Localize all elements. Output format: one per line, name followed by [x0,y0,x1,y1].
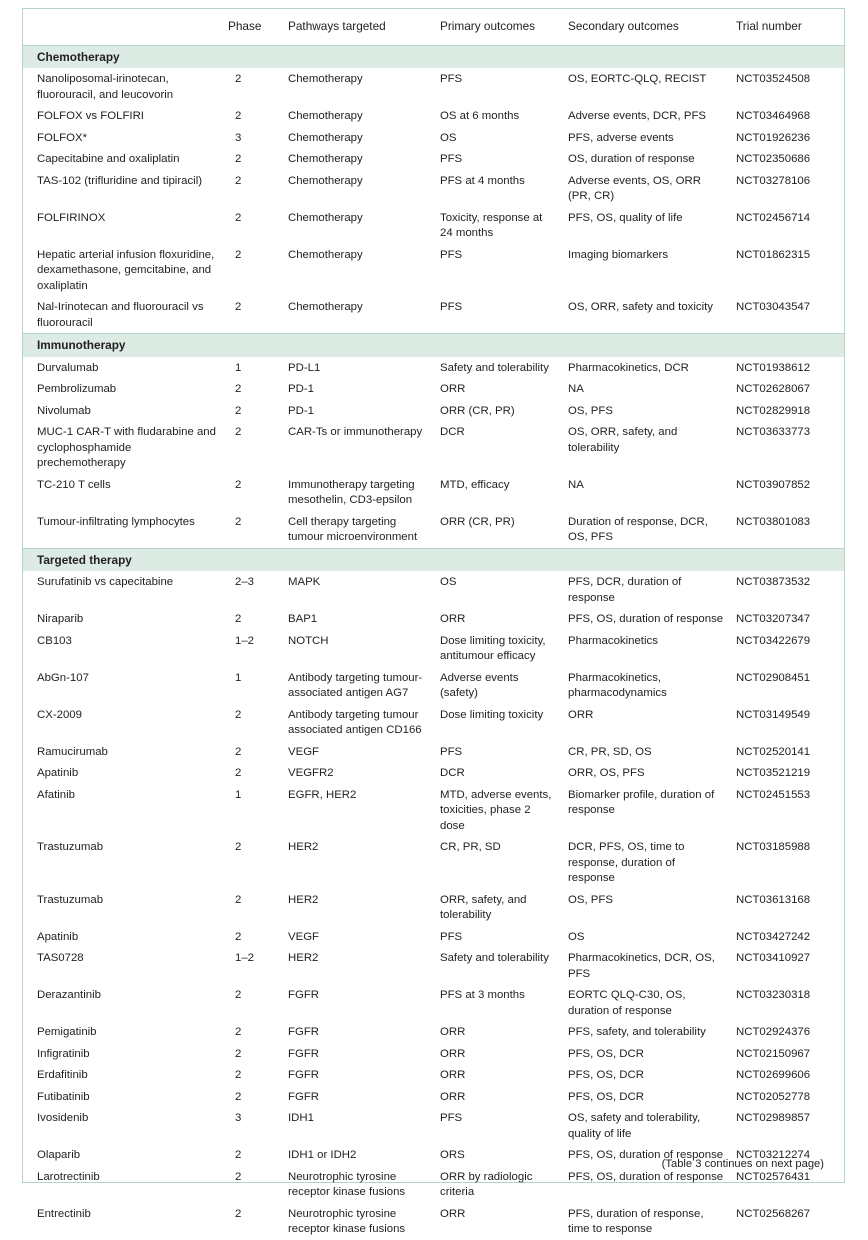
primary-outcome-cell: ORR [440,1069,466,1081]
secondary-outcome-cell: Biomarker profile, duration of response [568,788,715,816]
trial-number-cell: NCT02451553 [736,788,811,801]
pathway-cell: Chemotherapy [288,211,363,224]
treatment-cell: Entrectinib [37,1207,91,1220]
secondary-outcome-cell: PFS, adverse events [568,131,674,144]
table-row [23,400,844,422]
primary-outcome-cell: ORR [440,383,466,395]
table-row [23,296,844,334]
table-row [23,474,844,511]
trial-number-cell: NCT02989857 [736,1112,811,1124]
phase-cell: 2 [235,211,242,224]
trial-number-cell: NCT02568267 [736,1207,811,1220]
secondary-outcome-cell: PFS, OS, DCR [568,1069,644,1081]
phase-cell: 2 [235,893,242,906]
pathway-cell: NOTCH [288,634,329,647]
secondary-outcome-cell: OS, safety and tolerability, quality of life [568,1112,701,1140]
trial-number-cell: NCT02924376 [736,1026,811,1038]
phase-cell: 2 [235,426,242,438]
treatment-cell: AbGn-107 [37,671,89,684]
secondary-outcome-cell: PFS, OS, duration of response [568,1170,724,1183]
table-row [23,148,844,170]
pathway-cell: VEGF [288,745,320,758]
phase-cell: 1 [235,361,242,374]
trial-number-cell: NCT02908451 [736,671,811,684]
treatment-cell: Infigratinib [37,1047,90,1060]
table-row [23,926,844,948]
pathway-cell: CAR-Ts or immunotherapy [288,426,423,438]
section-title: Targeted therapy [23,548,844,571]
phase-cell: 2 [235,478,242,491]
pathway-cell: HER2 [288,841,319,853]
secondary-outcome-cell: Pharmacokinetics, DCR [568,361,689,374]
phase-cell: 2 [235,930,242,943]
primary-outcome-cell: PFS [440,930,463,943]
trial-number-cell: NCT03207347 [736,613,811,625]
primary-outcome-cell: PFS [440,153,463,165]
treatment-cell: TAS-102 (trifluridine and tipiracil) [37,174,203,187]
primary-outcome-cell: DCR [440,767,465,779]
primary-outcome-cell: ORR by radiologic criteria [440,1170,533,1198]
phase-cell: 2 [235,767,242,779]
pathway-cell: Antibody targeting tumour-associated antigen AG7 [288,671,423,699]
table-row [23,1086,844,1108]
secondary-outcome-cell: NA [568,478,584,491]
secondary-outcome-cell: OS [568,930,585,943]
pathway-cell: PD-1 [288,404,314,417]
pathway-cell: Antibody targeting tumour associated antigen CD166 [288,708,422,736]
pathway-cell: Chemotherapy [288,174,363,187]
phase-cell: 2 [235,708,242,721]
primary-outcome-cell: ORR [440,1026,466,1038]
pathway-cell: HER2 [288,952,319,964]
secondary-outcome-cell: Pharmacokinetics, pharmacodynamics [568,671,667,699]
treatment-cell: Pembrolizumab [37,383,117,395]
pathway-cell: IDH1 [288,1112,314,1124]
pathway-cell: Neurotrophic tyrosine receptor kinase fusions [288,1207,406,1235]
treatment-cell: Erdafitinib [37,1069,88,1081]
trial-number-cell: NCT01938612 [736,361,811,374]
primary-outcome-cell: Safety and tolerability [440,361,549,374]
pathway-cell: FGFR [288,1026,320,1038]
phase-cell: 1–2 [235,634,255,647]
trial-number-cell: NCT03185988 [736,841,811,853]
phase-cell: 2 [235,73,242,85]
trial-number-cell: NCT01926236 [736,131,811,144]
trial-number-cell: NCT03613168 [736,893,811,906]
primary-outcome-cell: ORR (CR, PR) [440,404,515,417]
pathway-cell: Neurotrophic tyrosine receptor kinase fusions [288,1170,406,1198]
table-frame [22,8,845,1235]
pathway-cell: Chemotherapy [288,131,363,144]
treatment-cell: Nivolumab [37,404,91,417]
pathway-cell: BAP1 [288,613,318,625]
table-body [23,45,844,1240]
secondary-outcome-cell: PFS, OS, quality of life [568,211,683,224]
table-row [23,1166,844,1203]
trial-number-cell: NCT01862315 [736,248,811,261]
trial-number-cell: NCT03149549 [736,708,811,721]
section-title: Immunotherapy [23,334,844,357]
table-row [23,571,844,608]
secondary-outcome-cell: PFS, OS, DCR [568,1047,644,1060]
treatment-cell: Niraparib [37,613,84,625]
pathway-cell: FGFR [288,1090,320,1103]
treatment-cell: Nanoliposomal-irinotecan, fluorouracil, and leucovorin [37,73,174,101]
phase-cell: 2 [235,989,242,1001]
trial-number-cell: NCT03633773 [736,426,811,438]
primary-outcome-cell: DCR [440,426,465,438]
phase-cell: 2 [235,301,242,313]
primary-outcome-cell: PFS [440,248,463,261]
treatment-cell: Durvalumab [37,361,99,374]
table-row [23,1203,844,1240]
table-row [23,207,844,244]
treatment-cell: Trastuzumab [37,893,104,906]
secondary-outcome-cell: Pharmacokinetics [568,634,658,647]
pathway-cell: FGFR [288,989,320,1001]
table-row [23,704,844,741]
primary-outcome-cell: Dose limiting toxicity, antitumour efficacy [440,634,546,662]
treatment-cell: Capecitabine and oxaliplatin [37,153,180,165]
phase-cell: 2 [235,110,242,122]
table-row [23,741,844,763]
phase-cell: 2 [235,1047,242,1060]
secondary-outcome-cell: OS, PFS [568,893,613,906]
table-row [23,127,844,149]
phase-cell: 2–3 [235,576,255,588]
phase-cell: 2 [235,383,242,395]
treatment-cell: Ivosidenib [37,1112,89,1124]
trial-number-cell: NCT02520141 [736,745,811,758]
trial-number-cell: NCT03422679 [736,634,811,647]
secondary-outcome-cell: NA [568,383,584,395]
treatment-cell: Nal-Irinotecan and fluorouracil vs fluorouracil [37,301,204,329]
table-row [23,170,844,207]
trial-number-cell: NCT03212274 [736,1149,811,1161]
primary-outcome-cell: ORR, safety, and tolerability [440,893,527,921]
header-trial-number: Trial number [736,19,802,33]
header-secondary-outcomes: Secondary outcomes [568,19,679,33]
trial-number-cell: NCT02150967 [736,1047,811,1060]
treatment-cell: Hepatic arterial infusion floxuridine, dexamethasone, gemcitabine, and oxaliplatin [37,248,215,292]
pathway-cell: PD-1 [288,383,314,395]
table-row [23,68,844,105]
table-row [23,244,844,297]
table-row [23,947,844,984]
primary-outcome-cell: PFS at 4 months [440,174,525,187]
phase-cell: 2 [235,1090,242,1103]
primary-outcome-cell: Dose limiting toxicity [440,708,544,721]
secondary-outcome-cell: DCR, PFS, OS, time to response, duration of response [568,841,685,884]
secondary-outcome-cell: Imaging biomarkers [568,248,669,261]
phase-cell: 2 [235,745,242,758]
phase-cell: 1 [235,671,242,684]
treatment-cell: Afatinib [37,788,75,801]
secondary-outcome-cell: PFS, safety, and tolerability [568,1026,706,1038]
trial-number-cell: NCT03230318 [736,989,811,1001]
phase-cell: 2 [235,153,242,165]
primary-outcome-cell: PFS at 3 months [440,989,525,1001]
primary-outcome-cell: Safety and tolerability [440,952,549,964]
trial-number-cell: NCT03464968 [736,110,811,122]
pathway-cell: PD-L1 [288,361,321,374]
trial-number-cell: NCT02628067 [736,383,811,395]
trial-number-cell: NCT03427242 [736,930,811,943]
pathway-cell: MAPK [288,576,321,588]
secondary-outcome-cell: ORR [568,708,594,721]
secondary-outcome-cell: OS, EORTC-QLQ, RECIST [568,73,707,85]
treatment-cell: Pemigatinib [37,1026,97,1038]
phase-cell: 2 [235,174,242,187]
phase-cell: 2 [235,613,242,625]
pathway-cell: IDH1 or IDH2 [288,1149,357,1161]
primary-outcome-cell: CR, PR, SD [440,841,501,853]
secondary-outcome-cell: PFS, OS, duration of response [568,1149,724,1161]
treatment-cell: Derazantinib [37,989,101,1001]
header-row [23,9,844,45]
primary-outcome-cell: OS [440,131,457,144]
secondary-outcome-cell: Duration of response, DCR, OS, PFS [568,515,708,543]
table-row [23,836,844,889]
primary-outcome-cell: OS at 6 months [440,110,520,122]
secondary-outcome-cell: Pharmacokinetics, DCR, OS, PFS [568,952,715,980]
table-row [23,762,844,784]
header-primary-outcomes: Primary outcomes [440,19,536,33]
header-phase: Phase [228,19,262,33]
secondary-outcome-cell: OS, ORR, safety and toxicity [568,301,713,313]
trial-number-cell: NCT03410927 [736,952,811,964]
treatment-cell: CB103 [37,634,72,647]
primary-outcome-cell: PFS [440,745,463,758]
phase-cell: 1–2 [235,952,255,964]
treatment-cell: Ramucirumab [37,745,108,758]
pathway-cell: Chemotherapy [288,248,363,261]
table-row [23,630,844,667]
table-row [23,378,844,400]
primary-outcome-cell: ORS [440,1149,465,1161]
section-header-row [23,45,844,68]
treatment-cell: Trastuzumab [37,841,104,853]
phase-cell: 2 [235,1149,242,1161]
table-row [23,667,844,704]
pathway-cell: Chemotherapy [288,110,363,122]
secondary-outcome-cell: PFS, OS, duration of response [568,613,724,625]
trial-number-cell: NCT02350686 [736,153,811,165]
phase-cell: 2 [235,1069,242,1081]
treatment-cell: Futibatinib [37,1090,90,1103]
phase-cell: 2 [235,248,242,261]
primary-outcome-cell: Toxicity, response at 24 months [440,211,543,239]
trial-number-cell: NCT02456714 [736,211,811,224]
pathway-cell: VEGF [288,930,320,943]
secondary-outcome-cell: PFS, duration of response, time to response [568,1207,704,1235]
trial-number-cell: NCT03873532 [736,576,811,588]
clinical-trials-table [23,9,844,1240]
secondary-outcome-cell: EORTC QLQ-C30, OS, duration of response [568,989,686,1017]
trial-number-cell: NCT03907852 [736,478,811,491]
treatment-cell: Apatinib [37,767,79,779]
treatment-cell: FOLFIRINOX [37,211,106,224]
table-row [23,984,844,1021]
trial-number-cell: NCT03278106 [736,174,811,187]
secondary-outcome-cell: PFS, DCR, duration of response [568,576,682,604]
table-row [23,1021,844,1043]
table-row [23,511,844,549]
primary-outcome-cell: ORR [440,1207,466,1220]
phase-cell: 2 [235,1207,242,1220]
trial-number-cell: NCT03524508 [736,73,811,85]
trial-number-cell: NCT02576431 [736,1170,811,1183]
treatment-cell: TC-210 T cells [37,478,111,491]
pathway-cell: Chemotherapy [288,301,363,313]
secondary-outcome-cell: Adverse events, OS, ORR (PR, CR) [568,174,701,202]
treatment-cell: FOLFOX* [37,131,88,144]
section-header-row [23,548,844,571]
secondary-outcome-cell: OS, duration of response [568,153,695,165]
trial-number-cell: NCT02052778 [736,1090,811,1103]
section-title: Chemotherapy [23,45,844,68]
treatment-cell: FOLFOX vs FOLFIRI [37,110,144,122]
secondary-outcome-cell: Adverse events, DCR, PFS [568,110,707,122]
primary-outcome-cell: ORR [440,1047,466,1060]
treatment-cell: Surufatinib vs capecitabine [37,576,174,588]
trial-number-cell: NCT03043547 [736,301,811,313]
treatment-cell: Olaparib [37,1149,81,1161]
phase-cell: 2 [235,1026,242,1038]
pathway-cell: Chemotherapy [288,73,363,85]
pathway-cell: FGFR [288,1047,320,1060]
pathway-cell: Chemotherapy [288,153,363,165]
table-row [23,105,844,127]
pathway-cell: Immunotherapy targeting mesothelin, CD3-epsilon [288,478,415,506]
primary-outcome-cell: MTD, efficacy [440,478,510,491]
header-pathways: Pathways targeted [288,19,386,33]
secondary-outcome-cell: OS, PFS [568,404,613,417]
table-row [23,1043,844,1065]
primary-outcome-cell: PFS [440,301,463,313]
phase-cell: 3 [235,131,242,144]
primary-outcome-cell: OS [440,576,457,588]
phase-cell: 2 [235,841,242,853]
treatment-cell: MUC-1 CAR-T with fludarabine and cyclophosphamide prechemotherapy [37,426,216,469]
continuation-note: (Table 3 continues on next page) [661,1158,824,1170]
treatment-cell: CX-2009 [37,708,82,721]
trial-number-cell: NCT02699606 [736,1069,811,1081]
treatment-cell: Tumour-infiltrating lymphocytes [37,515,195,528]
table-row [23,889,844,926]
secondary-outcome-cell: OS, ORR, safety, and tolerability [568,426,678,454]
primary-outcome-cell: Adverse events (safety) [440,671,519,699]
table-row [23,357,844,379]
table-row [23,1064,844,1086]
secondary-outcome-cell: CR, PR, SD, OS [568,745,652,758]
phase-cell: 1 [235,788,242,801]
primary-outcome-cell: ORR [440,613,466,625]
table-row [23,1107,844,1144]
pathway-cell: HER2 [288,893,319,906]
table-row [23,421,844,474]
trial-number-cell: NCT03521219 [736,767,811,779]
phase-cell: 2 [235,404,242,417]
pathway-cell: Cell therapy targeting tumour microenvironment [288,515,418,543]
secondary-outcome-cell: PFS, OS, DCR [568,1090,644,1103]
primary-outcome-cell: PFS [440,1112,463,1124]
section-header-row [23,334,844,357]
header-treatment [23,9,222,45]
pathway-cell: VEGFR2 [288,767,334,779]
table-header [23,9,844,45]
treatment-cell: Apatinib [37,930,79,943]
primary-outcome-cell: ORR (CR, PR) [440,515,515,528]
trial-number-cell: NCT03801083 [736,515,811,528]
phase-cell: 3 [235,1112,242,1124]
primary-outcome-cell: PFS [440,73,463,85]
primary-outcome-cell: MTD, adverse events, toxicities, phase 2 dose [440,788,552,832]
secondary-outcome-cell: ORR, OS, PFS [568,767,645,779]
table-row [23,608,844,630]
treatment-cell: TAS0728 [37,952,84,964]
primary-outcome-cell: ORR [440,1090,466,1103]
pathway-cell: FGFR [288,1069,320,1081]
table-row [23,784,844,837]
phase-cell: 2 [235,515,242,528]
trial-number-cell: NCT02829918 [736,404,811,417]
phase-cell: 2 [235,1170,242,1183]
treatment-cell: Larotrectinib [37,1170,100,1183]
pathway-cell: EGFR, HER2 [288,788,357,801]
